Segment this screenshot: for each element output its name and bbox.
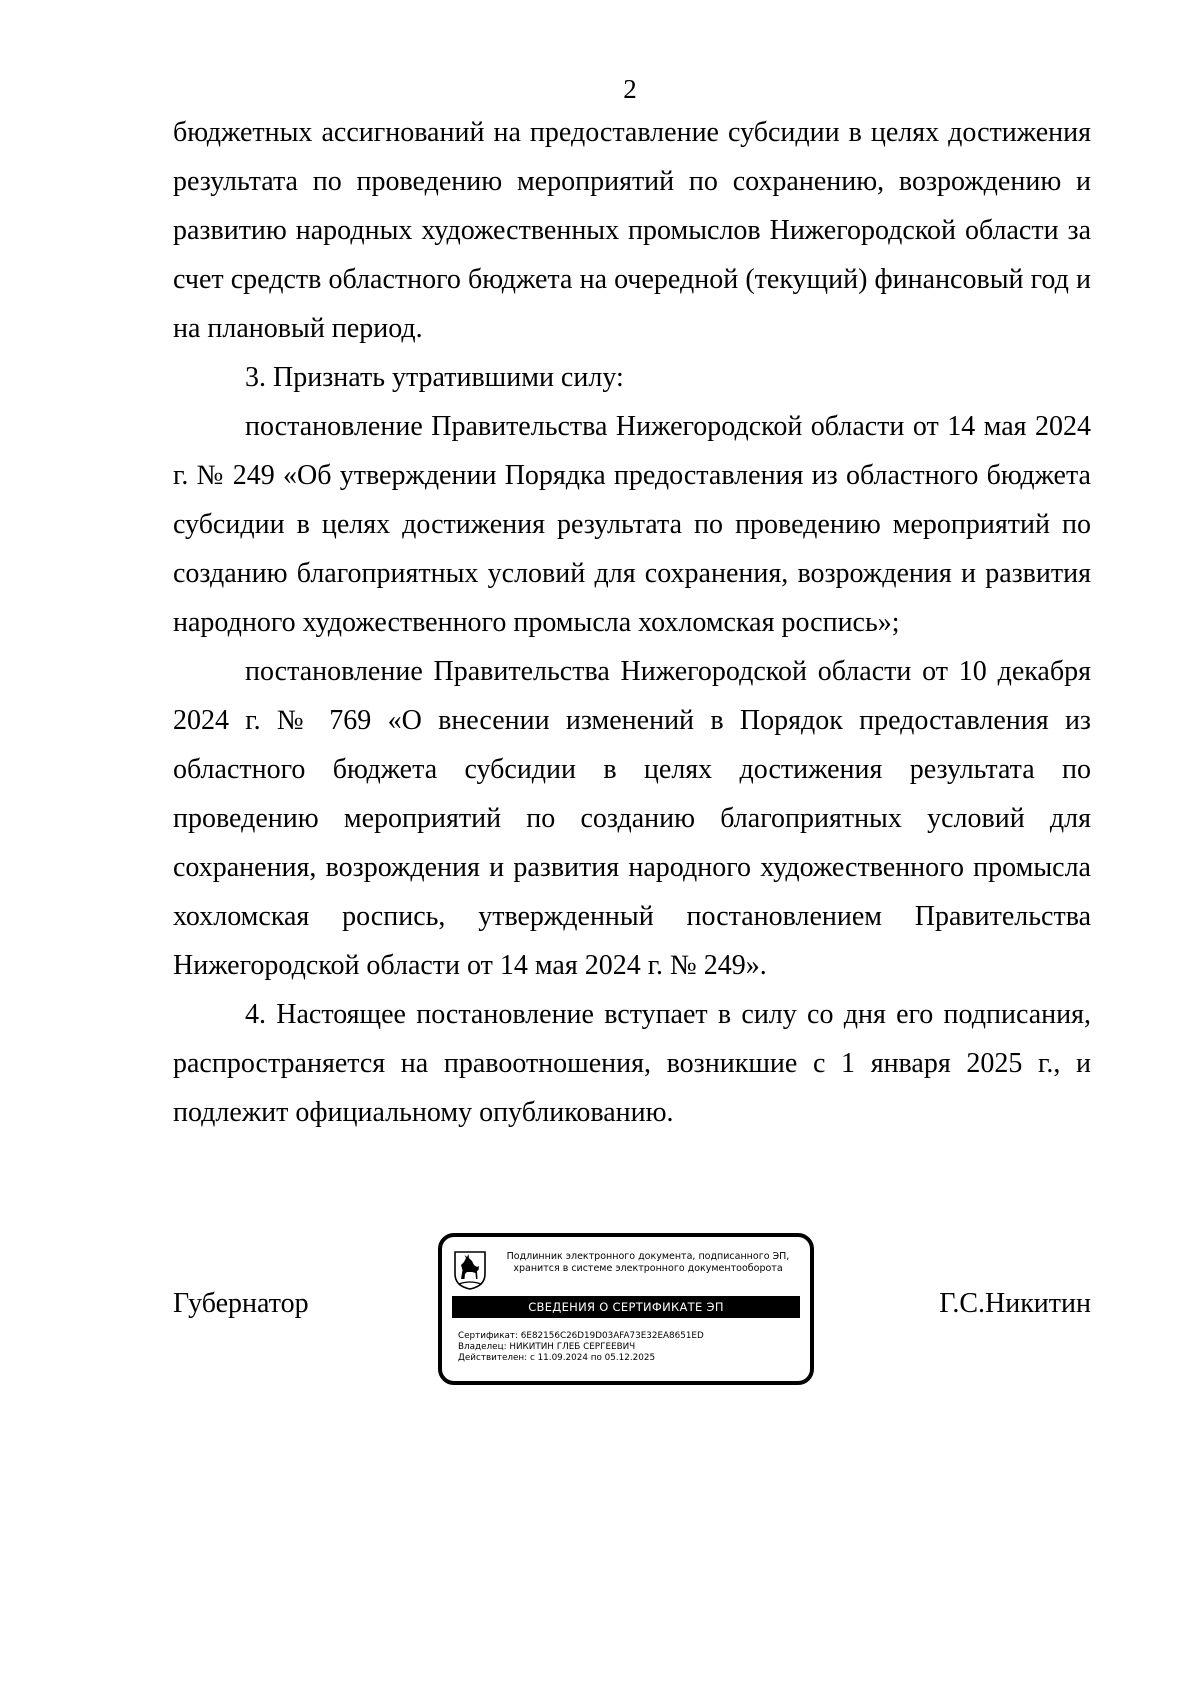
signature-block [173, 1233, 1091, 1393]
paragraph-repealed-act-769: постановление Правительства Нижегородской области от 10 декабря 2024 г. № 769 «О внесении изменений в Порядок предоставления из областного бюджета субсидии в целях достижения результата по проведению мероприятий по созданию благоприятных условий для сохранения, возрождения и развития народного художественного промысла хохломская роспись, утвержденный постановлением Правительства Нижегородской области от 14 мая 2024 г. № 249». [173, 656, 1091, 981]
stamp-certificate-header: СВЕДЕНИЯ О СЕРТИФИКАТЕ ЭП [452, 1296, 800, 1318]
document-body [173, 108, 1091, 1137]
page-number: 2 [623, 74, 637, 104]
signer-position: Губернатор [173, 1288, 309, 1319]
stamp-certificate-details [458, 1331, 704, 1364]
paragraph-repealed-act-249: постановление Правительства Нижегородской области от 14 мая 2024 г. № 249 «Об утверждении Порядка предоставления из областного бюджета субсидии в целях достижения результата по проведению мероприятий по созданию благоприятных условий для сохранения, возрождения и развития народного художественного промысла хохломская роспись»; [173, 411, 1091, 638]
nizhny-novgorod-deer-emblem-icon [452, 1249, 488, 1291]
paragraph-item-3: 3. Признать утратившими силу: [245, 362, 624, 393]
electronic-signature-stamp [438, 1233, 814, 1385]
stamp-note [488, 1251, 808, 1275]
stamp-note-line-1: Подлинник электронного документа, подписанного ЭП, [506, 1251, 790, 1262]
stamp-certificate-number: Сертификат: 6E82156C26D19D03AFA73E32EA8651ED [458, 1331, 704, 1341]
paragraph-continuation: бюджетных ассигнований на предоставление субсидии в целях достижения результата по проведению мероприятий по сохранению, возрождению и развитию народных художественных промыслов Нижегородской области за счет средств областного бюджета на очередной (текущий) финансовый год и на плановый период. [173, 117, 1091, 344]
stamp-certificate-validity: Действителен: с 11.09.2024 по 05.12.2025 [458, 1353, 656, 1363]
signer-name: Г.С.Никитин [939, 1288, 1091, 1319]
stamp-certificate-owner: Владелец: НИКИТИН ГЛЕБ СЕРГЕЕВИЧ [458, 1342, 636, 1352]
stamp-note-line-2: хранится в системе электронного документооборота [513, 1263, 783, 1274]
paragraph-item-4: 4. Настоящее постановление вступает в силу со дня его подписания, распространяется на правоотношения, возникшие с 1 января 2025 г., и подлежит официальному опубликованию. [173, 999, 1091, 1128]
